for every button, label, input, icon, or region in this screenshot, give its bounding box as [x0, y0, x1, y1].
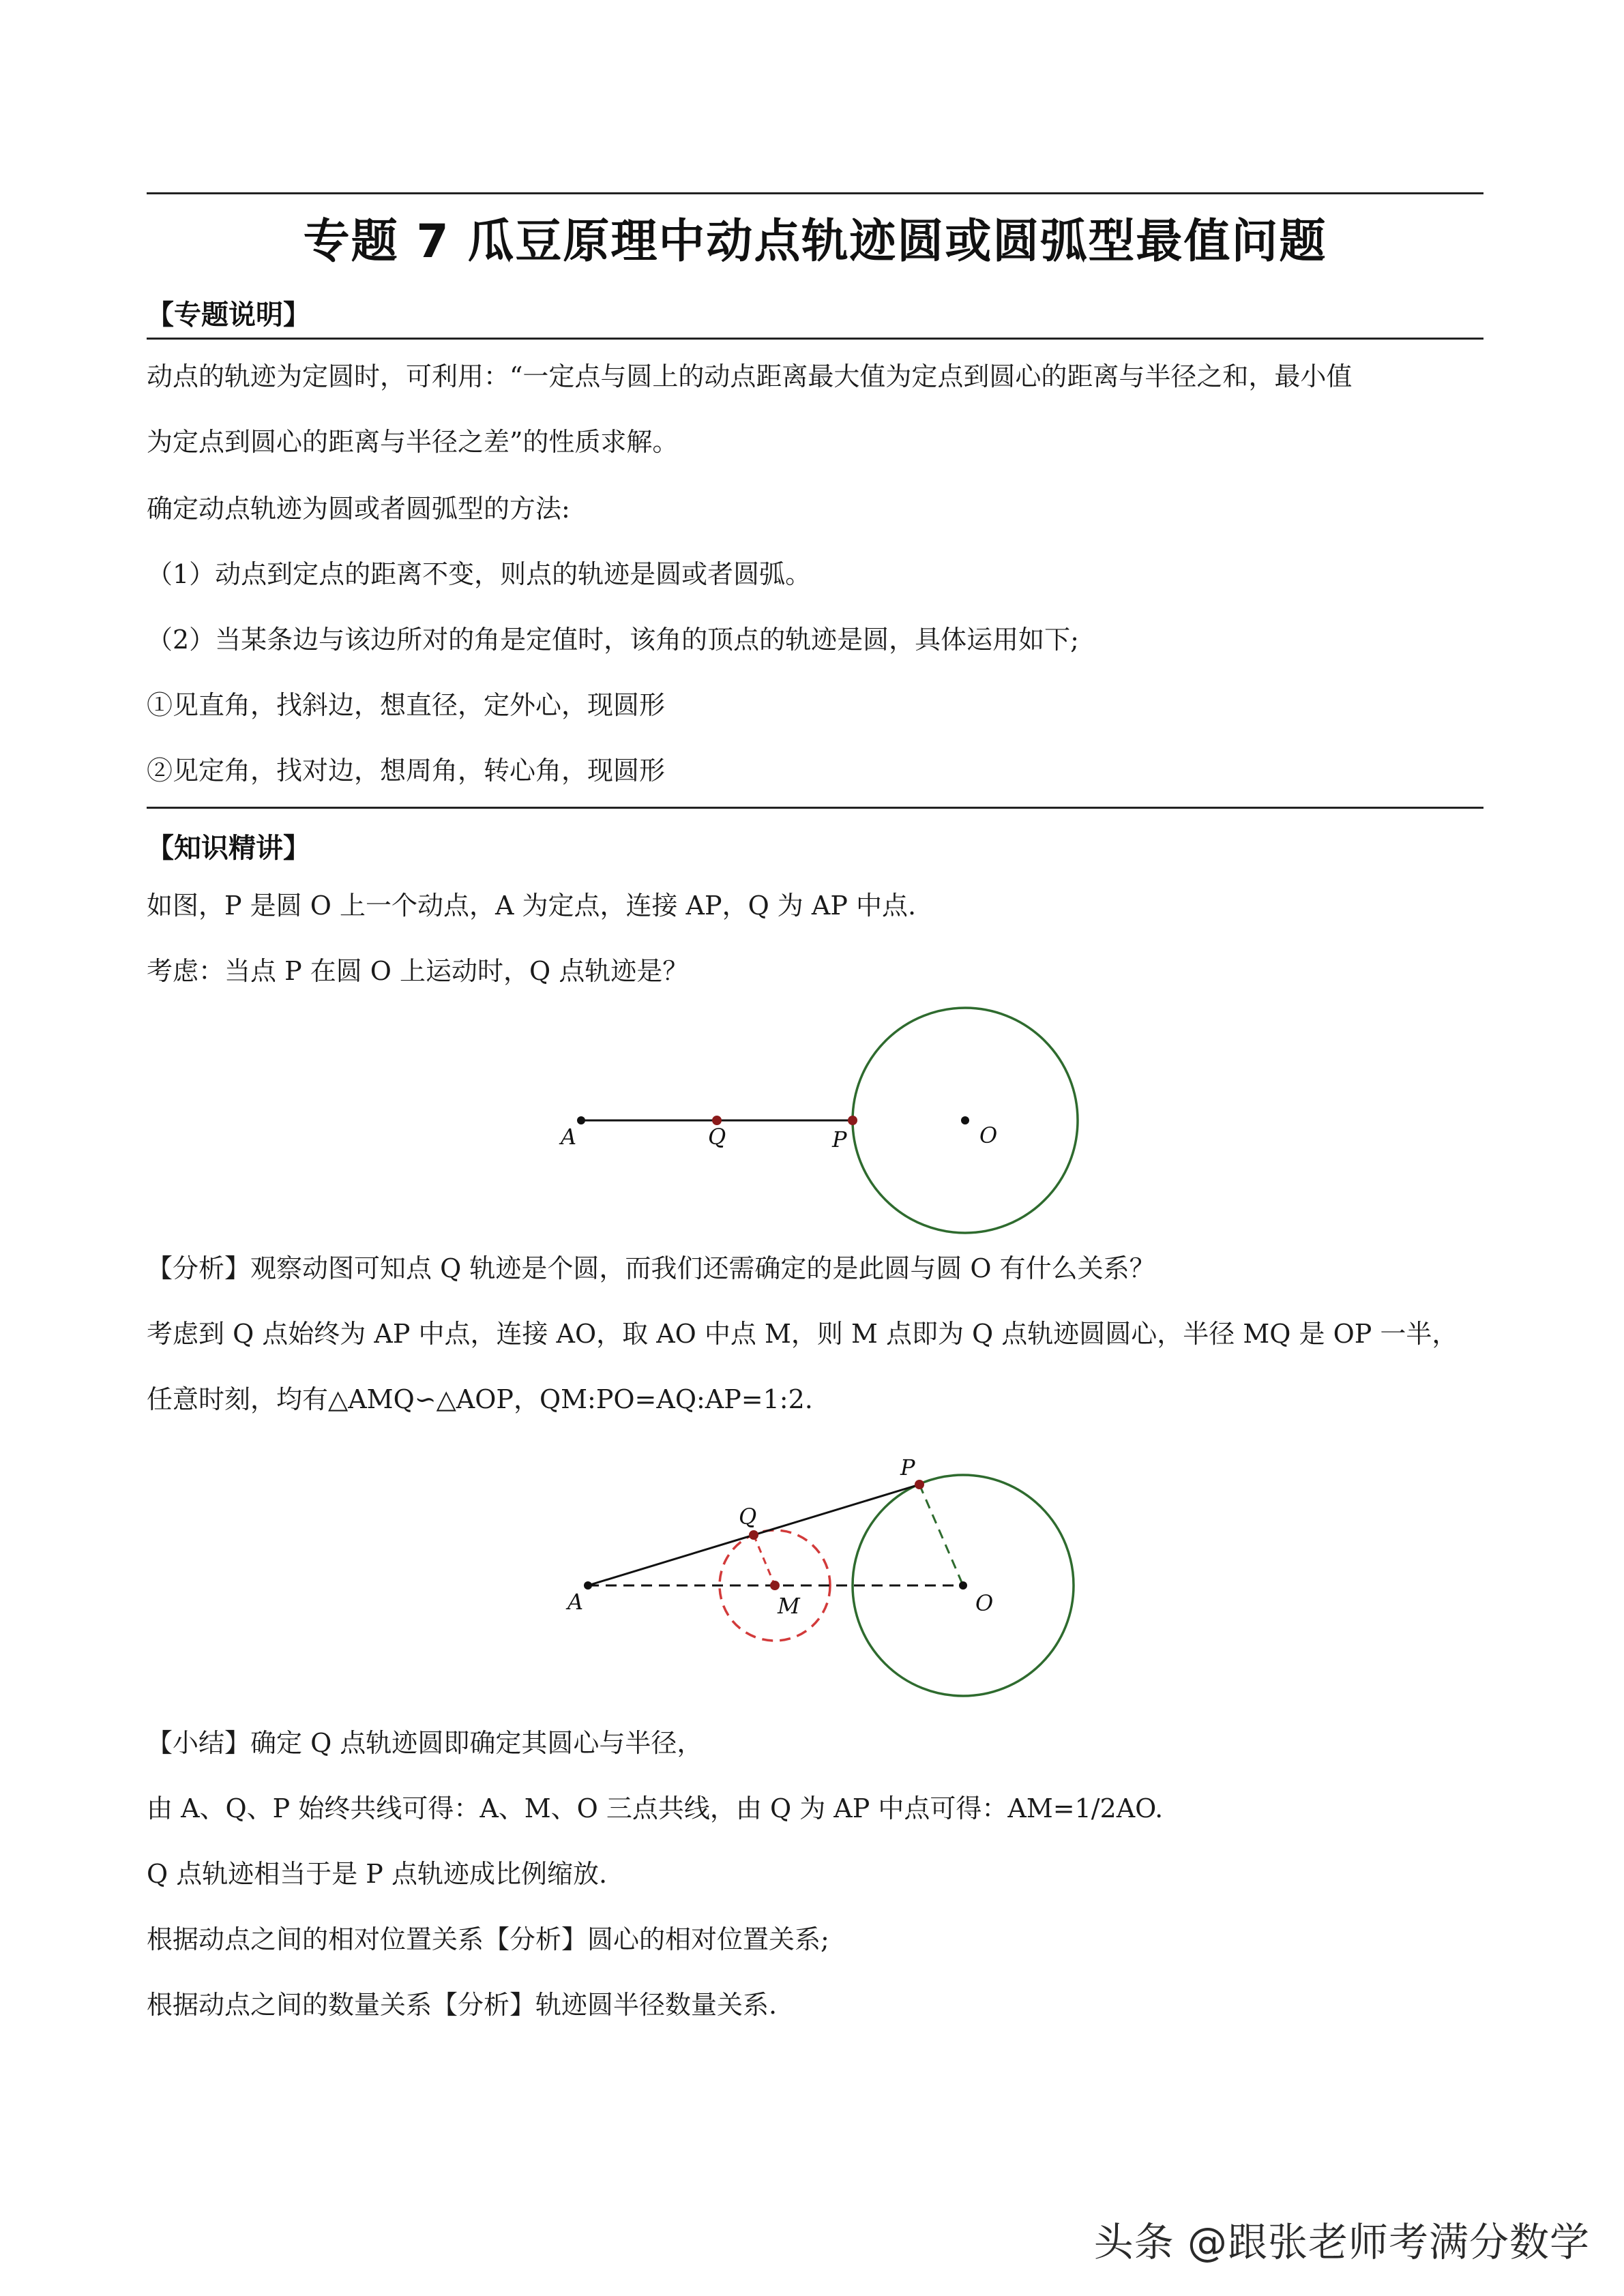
- summary-line: 由 A、Q、P 始终共线可得：A、M、O 三点共线，由 Q 为 AP 中点可得：AM=1/2AO.: [147, 1793, 1164, 1823]
- label-p: P: [900, 1455, 915, 1480]
- paragraph-line: （2）当某条边与该边所对的角是定值时，该角的顶点的轨迹是圆，具体运用如下;: [147, 625, 1079, 655]
- label-q: Q: [739, 1504, 757, 1530]
- paragraph-line: 动点的轨迹为定圆时，可利用：“一定点与圆上的动点距离最大值为定点到圆心的距离与半径之和，最小值: [147, 361, 1353, 391]
- paragraph-line: ②见定角，找对边，想周角，转心角，现圆形: [147, 756, 666, 786]
- summary-line: 【小结】确定 Q 点轨迹圆即确定其圆心与半径，: [147, 1728, 703, 1758]
- paragraph-line: （1）动点到定点的距离不变，则点的轨迹是圆或者圆弧。: [147, 559, 812, 589]
- paragraph-line: ①见直角，找斜边，想直径，定外心，现圆形: [147, 690, 666, 720]
- analysis-line: 【分析】观察动图可知点 Q 轨迹是个圆，而我们还需确定的是此圆与圆 O 有什么关系？: [147, 1253, 1155, 1283]
- analysis-line: 考虑到 Q 点始终为 AP 中点，连接 AO，取 AO 中点 M，则 M 点即为 Q 点轨迹圆圆心，半径 MQ 是 OP 一半，: [147, 1319, 1458, 1349]
- paragraph-line: 为定点到圆心的距离与半径之差”的性质求解。: [147, 427, 679, 457]
- summary-line: 根据动点之间的相对位置关系【分析】圆心的相对位置关系;: [147, 1924, 829, 1954]
- summary-line: 根据动点之间的数量关系【分析】轨迹圆半径数量关系.: [147, 1990, 778, 2020]
- point-p: [848, 1116, 857, 1125]
- watermark: 头条 @跟张老师考满分数学: [1093, 2219, 1591, 2265]
- section-rule: [147, 338, 1483, 340]
- section-heading-knowledge: 【知识精讲】: [147, 833, 310, 864]
- figure-1-diagram: [532, 996, 1119, 1255]
- point-a: [584, 1581, 592, 1590]
- point-m: [770, 1581, 780, 1590]
- point-a: [577, 1116, 585, 1124]
- point-q: [749, 1530, 758, 1540]
- paragraph-intro: 如图，P 是圆 O 上一个动点，A 为定点，连接 AP，Q 为 AP 中点.: [147, 891, 917, 921]
- segment-mq-dashed: [754, 1535, 775, 1585]
- analysis-line: 任意时刻，均有△AMQ∽△AOP，QM:PO=AQ:AP=1:2.: [147, 1384, 813, 1414]
- top-rule: [147, 192, 1483, 194]
- label-o: O: [979, 1122, 998, 1148]
- section-rule: [147, 807, 1483, 809]
- point-o: [959, 1581, 967, 1590]
- label-o: O: [975, 1590, 994, 1616]
- label-m: M: [778, 1593, 800, 1619]
- point-o: [961, 1116, 969, 1124]
- section-heading-explanation: 【专题说明】: [147, 299, 310, 331]
- page-title: 专题 7 瓜豆原理中动点轨迹圆或圆弧型最值问题: [303, 215, 1327, 269]
- paragraph-line: 确定动点轨迹为圆或者圆弧型的方法:: [147, 494, 570, 524]
- label-a: A: [561, 1124, 577, 1150]
- summary-line: Q 点轨迹相当于是 P 点轨迹成比例缩放.: [147, 1859, 608, 1889]
- label-p: P: [832, 1127, 847, 1152]
- label-q: Q: [708, 1124, 726, 1150]
- label-a: A: [567, 1589, 584, 1615]
- point-p: [915, 1480, 924, 1489]
- segment-op-dashed: [919, 1485, 963, 1585]
- paragraph-question: 考虑：当点 P 在圆 O 上运动时，Q 点轨迹是？: [147, 956, 689, 986]
- figure-2-diagram: [532, 1452, 1119, 1725]
